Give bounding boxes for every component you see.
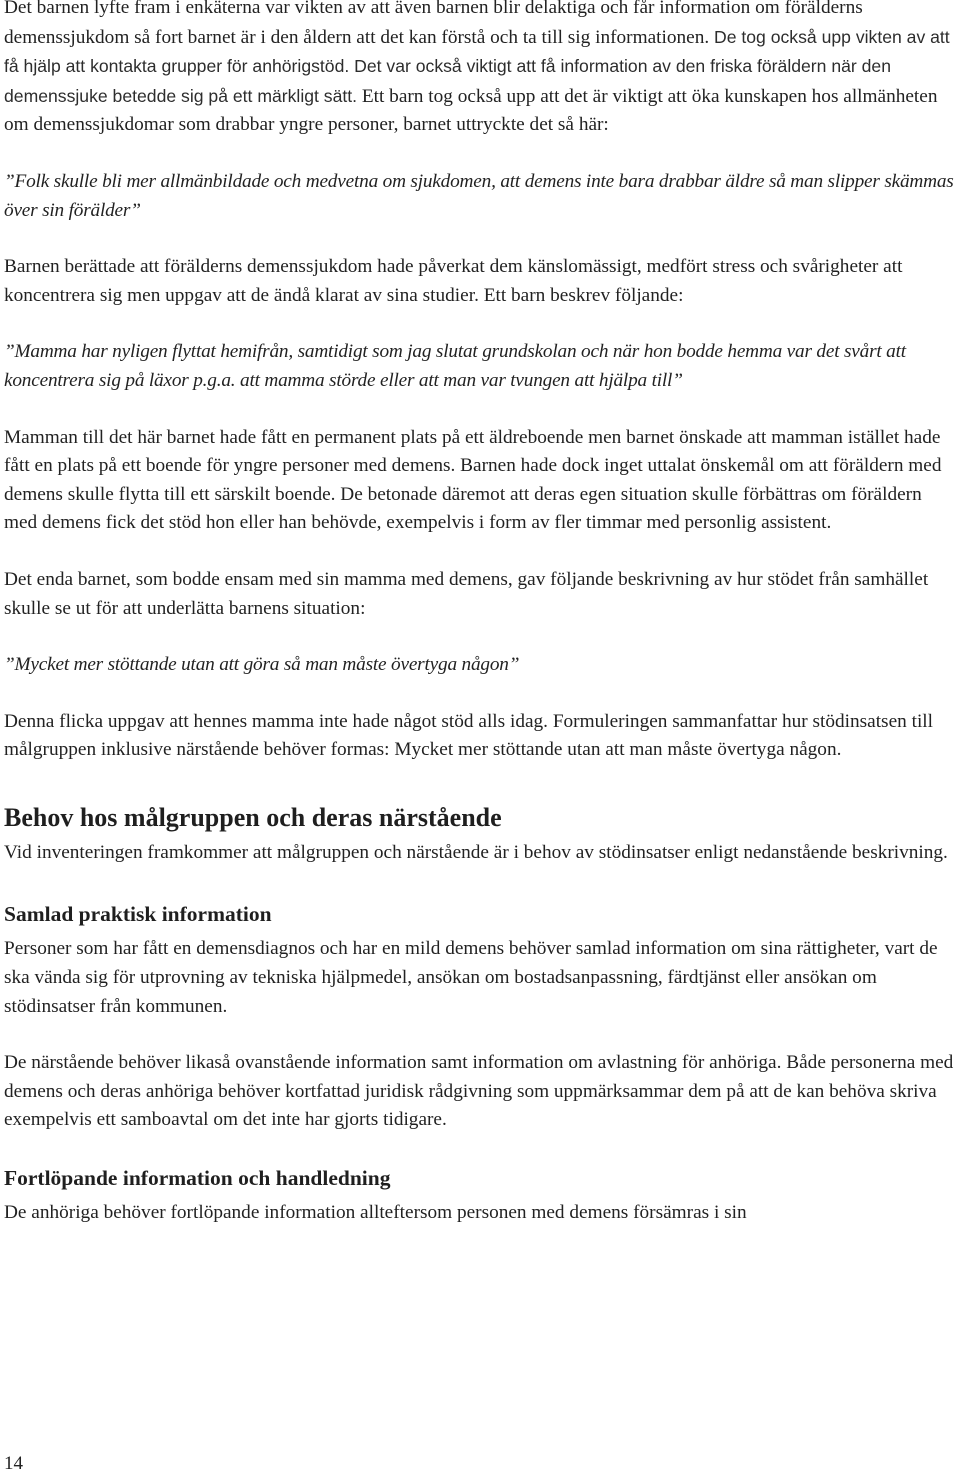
paragraph-3: Mamman till det här barnet hade fått en permanent plats på ett äldreboende men barnet önskade att mamman istället hade fått en plats på ett boende för yngre personer med demens. Barnen hade dock inget uttalat önskemål om att föräldern med demens skulle flytta till ett särskilt boende. De betonade däremot att deras egen situation skulle förbättras om föräldern med demens fick det stöd hon eller han behövde, exempelvis i form av fler timmar med personlig assistent.: [4, 426, 942, 534]
intro-text-serif-2: Ett barn tog också upp att det är viktigt att öka kunskapen hos allmänheten om demenssjukdomar som drabbar yngre personer, barnet uttryckte det så här:: [4, 85, 938, 136]
paragraph-9: De anhöriga behöver fortlöpande information allteftersom personen med demens försämras i sin: [4, 1202, 747, 1224]
paragraph-4: Det enda barnet, som bodde ensam med sin mamma med demens, gav följande beskrivning av hur stödet från samhället skulle se ut för att underlätta barnens situation:: [4, 568, 929, 619]
subheading-samlad: Samlad praktisk information: [4, 902, 272, 927]
paragraph-2: Barnen berättade att förälderns demenssjukdom hade påverkat dem känslomässigt, medfört stress och svårigheter att koncentrera sig men uppgav att de ändå klarat av sina studier. Ett barn beskrev följande:: [4, 256, 903, 306]
intro-text-serif: Det barnen lyfte fram i enkäterna var vikten av att även barnen blir delaktiga och får information om förälderns demenssjukdom så fort barnet är i den åldern att det kan förstå och ta till sig informationen.: [4, 0, 863, 48]
page-number: 14: [4, 1453, 23, 1474]
paragraph-6: Vid inventeringen framkommer att målgruppen och närstående är i behov av stödinsatser enligt nedanstående beskrivning.: [4, 841, 948, 863]
paragraph-7: Personer som har fått en demensdiagnos och har en mild demens behöver samlad information om sina rättigheter, vart de ska vända sig för utprovning av tekniska hjälpmedel, ansökan om bostadsanpassning, färdtjänst eller ansökan om stödinsatser från kommunen.: [4, 938, 938, 1017]
paragraph-5: Denna flicka uppgav att hennes mamma inte hade något stöd alls idag. Formuleringen sammanfattar hur stödinsatsen till målgruppen inklusive närstående behöver formas: Mycket mer stöttande utan att man måste övertyga någon.: [4, 710, 934, 761]
intro-text-sans: De tog också upp vikten av att få hjälp att kontakta grupper för anhörigstöd. Det var också viktigt att få information av den friska föräldern när den demenssjuke betedde sig på ett märkligt sätt.: [4, 26, 950, 106]
quote-2: ”Mamma har nyligen flyttat hemifrån, samtidigt som jag slutat grundskolan och när hon bodde hemma var det svårt att koncentrera sig på läxor p.g.a. att mamma störde eller att man var tvungen att hjälpa till”: [4, 341, 906, 391]
quote-1: ”Folk skulle bli mer allmänbildade och medvetna om sjukdomen, att demens inte bara drabbar äldre så man slipper skämmas över sin förälder”: [4, 170, 954, 221]
document-page: [4, 0, 956, 1228]
subheading-fortlopande: Fortlöpande information och handledning: [4, 1166, 391, 1191]
intro-paragraph: [4, 0, 956, 140]
paragraph-8: De närstående behöver likaså ovanstående information samt information om avlastning för anhöriga. Både personerna med demens och deras anhöriga behöver kortfattad juridisk rådgivning som uppmärksammar dem på att de kan behöva skriva exempelvis ett samboavtal om det inte har gjorts tidigare.: [4, 1052, 954, 1131]
quote-3: ”Mycket mer stöttande utan att göra så man måste övertyga någon”: [4, 654, 520, 676]
section-heading-behov: Behov hos målgruppen och deras närstående: [4, 802, 502, 832]
